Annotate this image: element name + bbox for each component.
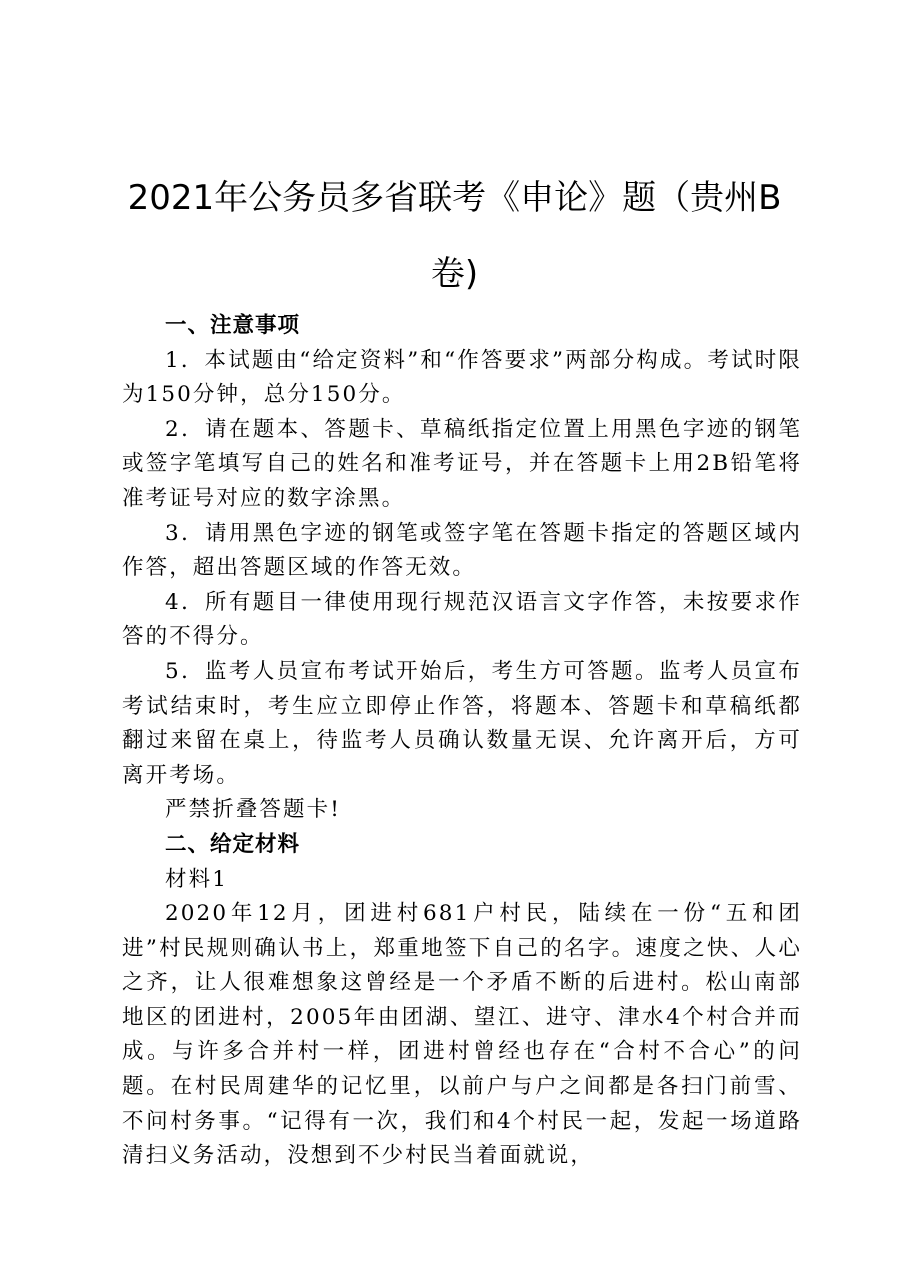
section-heading-notes: 一、注意事项	[165, 313, 301, 338]
material-1-paragraph: 2020年12月，团进村681户村民，陆续在一份“五和团进”村民规则确认书上，郑重地签下自己的名字。速度之快、人心之齐，让人很难想象这曾经是一个矛盾不断的后进村。松山南部地区的团进村，2005年由团湖、望江、进守、津水4个村合并而成。与许多合并村一样，团进村曾经也存在“合村不合心”的问题。在村民周建华的记忆里，以前户与户之间都是各扫门前雪、不问村务事。“记得有一次，我们和4个村民一起，发起一场道路清扫义务活动，没想到不少村民当着面就说，	[122, 901, 802, 1169]
note-item-4: 4．所有题目一律使用现行规范汉语言文字作答，未按要求作答的不得分。	[122, 589, 802, 650]
material-label: 材料1	[165, 866, 228, 892]
warning-line: 严禁折叠答题卡!	[165, 797, 341, 823]
note-item-1: 1．本试题由“给定资料”和“作答要求”两部分构成。考试时限为150分钟，总分150分。	[122, 347, 802, 408]
note-item-5: 5．监考人员宣布考试开始后，考生方可答题。监考人员宣布考试结束时，考生应立即停止作答，将题本、答题卡和草稿纸都翻过来留在桌上，待监考人员确认数量无误、允许离开后，方可离开考场。	[122, 658, 802, 788]
document-body	[122, 309, 802, 1174]
title-line-1: 2021年公务员多省联考《申论》题（贵州B	[127, 178, 782, 218]
section-heading-materials: 二、给定材料	[165, 831, 301, 857]
note-item-2: 2．请在题本、答题卡、草稿纸指定位置上用黑色字迹的钢笔或签字笔填写自己的姓名和准考证号，并在答题卡上用2B铅笔将准考证号对应的数字涂黑。	[122, 416, 802, 511]
document-title	[90, 160, 819, 312]
note-item-3: 3．请用黑色字迹的钢笔或签字笔在答题卡指定的答题区域内作答，超出答题区域的作答无效。	[122, 520, 802, 581]
title-line-2: 卷)	[430, 254, 479, 294]
